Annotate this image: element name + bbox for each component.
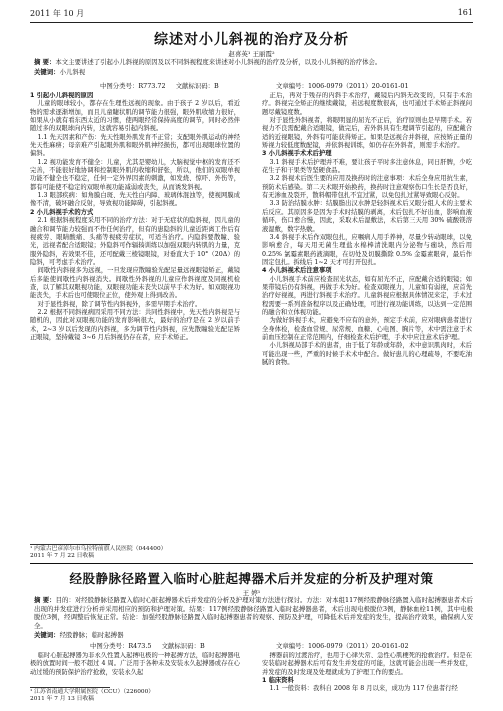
footnote-rule <box>30 687 110 688</box>
body-paragraph: 1.1 先天因素和产伤：先天性眼外肌发育不正常；支配眼外肌运动的神经先天性麻痹；母亲难产引起眼外肌和眼外肌神经损伤，都可出现眼球位置的偏斜。 <box>30 133 240 158</box>
article-2-footnote: ¹ 江苏省南通大学附属医院（CCU）（226000） 2011 年 7 月 13 日收稿 <box>30 689 155 703</box>
article-1-title: 综述对小儿斜视的治疗及分析 <box>154 32 349 48</box>
section-heading: 3 小儿斜视手术术后护理 <box>262 150 332 158</box>
body-paragraph: 正后，再对于残存的内斜手术治疗，戴镜后内斜无改变的，只有手术治疗。斜视完全矫正的继续戴镜，若远视度数很高，也可通过手术矫正斜视问题尽戴镜度数。 <box>262 92 472 116</box>
body-paragraph: 为做好斜视手术，应避免不应有的意外，预定手术前，应对眼病患者进行全身体检，检查血常规、尿常规、血糖、心电图、胸片等，术中需注意于术前血压控制在正常范围内，仔细检查术后护理，手术中应注意术后护理。 <box>262 317 472 341</box>
article-1-left-column <box>30 92 240 560</box>
body-paragraph: 3.3 防治结膜水肿：结膜脂出汉水肿是轻斜视术后又眼分组人术的主要术后反应。其原因多是因为手术时结膜的剥离，术后包扎不好出血，影响血液循环，伤口愈合慢，因此，采取术后湿敷法，术后第三天用 30% 硫酸镁溶液湿敷，数字热敷。 <box>262 200 472 233</box>
keywords-text: 经股静脉；临时起搏器 <box>59 631 124 639</box>
body-paragraph: 搏器前的过渡治疗，也用于心律失常、急性心肌梗死的抢救治疗。但是在安装临时起搏器术后可有发生并发症的可能，这就可能会出现一些并发症，并发症的及时发现及处理就成为了护理工作的要点。 <box>262 652 472 676</box>
body-paragraph: 对于显性斜视，除了调节性内斜视外，多需早期手术治疗。 <box>37 300 202 308</box>
article-2-right-column <box>262 652 472 706</box>
running-header <box>30 8 473 22</box>
article-1-authors: 赵喜英¹ 王丽霞² <box>228 50 275 58</box>
article-2-keywords <box>34 630 123 639</box>
body-paragraph: 1.2 视功能发育不健全：儿童，尤其是婴幼儿，大脑视觉中枢的发育还不完善，不能很好地协调和控制眼外肌的收缩和舒张，所以，他们的双眼单视功能不健全也不稳定，任何一定外界因素的刺激，如发烧、惊吓、外伤等，都有可能使不稳定的双眼单视功能减弱或丧失，从而诱发斜视。 <box>30 158 240 191</box>
article-2-title: 经股静脉径路置入临时心脏起搏器术后并发症的分析及护理对策 <box>69 571 434 586</box>
clc-number: 中图分类号：R473.5 <box>90 642 152 650</box>
body-paragraph: 儿童的眼球较小，都存在生理性远视的现象。由于孩子 2 岁以后，看近物的需求逐渐增加，而且儿童睫状肌的调节能力很强，眼外肌收缩力很好，如果从小就有看东西太近的习惯，使两眼经常保持高度的调节，同时必然伴随过多的双眼球向内转，这就容易引起内斜视。 <box>30 100 240 133</box>
header-date: 2011 年 10 月 <box>30 9 85 18</box>
body-paragraph: 对于显性外斜视者，将眼明显的屈光不正后，治疗原则也是早期手术。若视力不良需配戴合适眼镜，做完后，若外斜具有生理调节引起的，应配戴合适的近视眼镜，外斜有可能获得矫正。如果是远视合并斜视，应按矫正量的矫视力较低度数配镜，并依斜视训练，如仍存在外斜者，则需手术治疗。 <box>262 117 472 150</box>
body-paragraph: 3.4 斜视手术后作双眼包扎，应嘱病人用手养神，尽量少转动眼球，以免影响愈合，每天用无菌生理盐水棉棒清洗眼内分泌物与痂块，然后用 0.25% 氯霉素眼药液滴眼，在切处及切膜撕除 0.5% 金霉素眼膏，最后作固定包扎。拆线后 1~2 天才可打开包扎。 <box>262 233 472 266</box>
abstract-text: 本文主要讲述了引起小儿斜视的原因及以不同斜视程度来讲述对小儿斜视的治疗及分析，以及小儿斜视的治疗体会。 <box>55 58 382 66</box>
abstract-label: 摘 要： <box>34 596 56 604</box>
keywords-label: 关键词： <box>34 68 60 76</box>
article-1-abstract <box>34 58 473 67</box>
section-heading: 1 临床资料 <box>262 677 294 685</box>
body-paragraph: 1.1 一般资料：我科自 2008 年 8 月以来，成功为 117 位患者行经 <box>269 685 458 693</box>
abstract-label: 摘 要： <box>34 58 56 66</box>
document-code: 文献标识码：B <box>175 82 219 90</box>
article-2-authors: 王 婷¹ <box>242 589 261 597</box>
body-paragraph: 3.1 斜视手术后护理并不难，要让孩子平时多注意休息，同日肝脾，少吃花生子和干果类等坚硬食品。 <box>262 158 472 175</box>
page-number: 161 <box>457 8 473 17</box>
section-heading: 1 引起小儿斜视的原因 <box>30 92 94 99</box>
body-paragraph: 2.1 根据斜视程度采用不同的治疗方法：对于无症状的隐斜视，因儿童的融合和调节能力较强而不作任何治疗，但有的患隐斜的儿童近距离工作后有视疲劳、眼睛酸痛、头痛等视疲劳症状，可适当治疗。内隐斜要散瞳、验光，远视者配合适眼镜；外隐斜可作辐辏训练以加强双眼内转肌的力量，克服外隐斜，若效果不佳，还可配戴三棱镜眼镜，对垂直大于 10°（20Δ）的隐斜，可考虑手术治疗。 <box>30 217 240 266</box>
body-paragraph: 间歇性内斜视多为远视，一旦发现应散瞳验光配足量远视眼镜矫正，戴镜后多能使间歇性内斜视消失。间歇性外斜视的儿童应作斜视度及同视机检查，以了解其双眼视功能，双眼视功能未丧失以前早手术为好。如双眼视功能丧失，手术后也可使眼位正位，使外观上得到改善。 <box>30 267 240 300</box>
body-paragraph: 小儿斜视局部手术的患者，由于低了年龄或年龄，术中意识肌肉时，术后可能出现一些，严重的时候手术术中配合。做好患儿的心理疏导，不要吃油腻的食物。 <box>262 342 472 366</box>
keywords-text: 小儿斜视 <box>59 68 86 76</box>
keywords-label: 关键词： <box>34 631 60 639</box>
section-heading: 2 小儿斜视手术的方式 <box>30 208 94 216</box>
article-1-footnote: ¹ 内蒙古巴彦淖尔市乌拉特前旗人民医院（044400） 2011 年 7 月 22 日收稿 <box>30 546 167 560</box>
body-paragraph: 3.2 斜视术后医生要的应用及换药时的注意事项：术后全身应用抗生素，预防术后感染。第二天术眼开始换药，换药时注意观察伤口生长是否良好，有无渗血及裂开，散料帽带包扎不宜过紧，以免包扎过紧导致眼心反射。 <box>262 175 472 200</box>
header-rule <box>30 22 473 23</box>
document-code: 文献标识码：B <box>161 642 205 650</box>
abstract-text: 目的：对经股静脉径路置入临时心脏起搏器术后并发症的分析及护理对策方法进行探讨。方法：对本组117例经股静脉径路置入临时起搏器患者术后出现的并发症进行分析并采用相应的预防和护理对策。结果：117例经股静脉径路置入临时起搏器患者，术后出现电极脱位3例，静脉血栓11例，其中电极脱位3例，经调整后恢复正常。结论：加强经股静脉径路置入临时起搏器患者的观察、预防及护理，可降低术后并发症的发生，提高治疗效果，确保病人安全。 <box>34 596 473 631</box>
section-heading: 4 小儿斜视术后注意事项 <box>262 267 332 275</box>
body-paragraph: 临时心脏起搏器为非永久性置入起搏电极的一种起搏方法，临时起搏器电极的放置时间一般不超过 4 周。广泛用于各种未及安装永久起搏器或存在心动过缓的预防保护治疗抢救，安装永久起 <box>30 652 240 676</box>
article-2-classification <box>90 641 205 650</box>
article-2-number: 文章编号：1006-0979（2011）20-0161-02 <box>276 642 409 650</box>
body-paragraph: 2.2 根据不同斜视病因采用不同方法：共同性斜视中，先天性内斜视是与随机的，因此对双眼视功能的发育影响很大，最好的治疗是在 2 岁以前手术，2~3 岁以后发现的内斜视，多为调节性内斜视，应先散瞳验光配足矫正眼镜，坚持戴镜 3~6 月后斜视仍存在者，应手术矫正。 <box>30 308 240 341</box>
footnote-rule <box>30 544 110 545</box>
article-1-number: 文章编号：1006-0979（2011）20-0161-01 <box>276 82 409 90</box>
article-1-keywords <box>34 67 85 76</box>
body-paragraph: 小儿斜视手术前应检查屈光状态，如有屈光不正，应配戴合适的眼镜；如果带镜后仍有斜视，再做手术为好。检查双眼视力，儿童如有弱视，应首先治疗好视视，再进行斜视手术治疗。儿童斜视应根据具体情况来定，手术过程需要一系列准备程序以及正确处理，可进行视功能训练，以达到一定范围的融合和立体视功能。 <box>262 275 472 316</box>
article-2-abstract <box>34 596 473 631</box>
clc-number: 中图分类号：R773.72 <box>100 82 166 90</box>
body-paragraph: 1.3 眼部疾病：如角膜白斑、先天性白内障、玻璃体混浊等，使视网膜成像不清，破坏融合反射，导致视功能障碍，引起斜视。 <box>30 192 240 208</box>
article-separator <box>30 563 473 564</box>
article-1-right-column <box>262 92 472 560</box>
article-1-classification <box>100 81 219 90</box>
